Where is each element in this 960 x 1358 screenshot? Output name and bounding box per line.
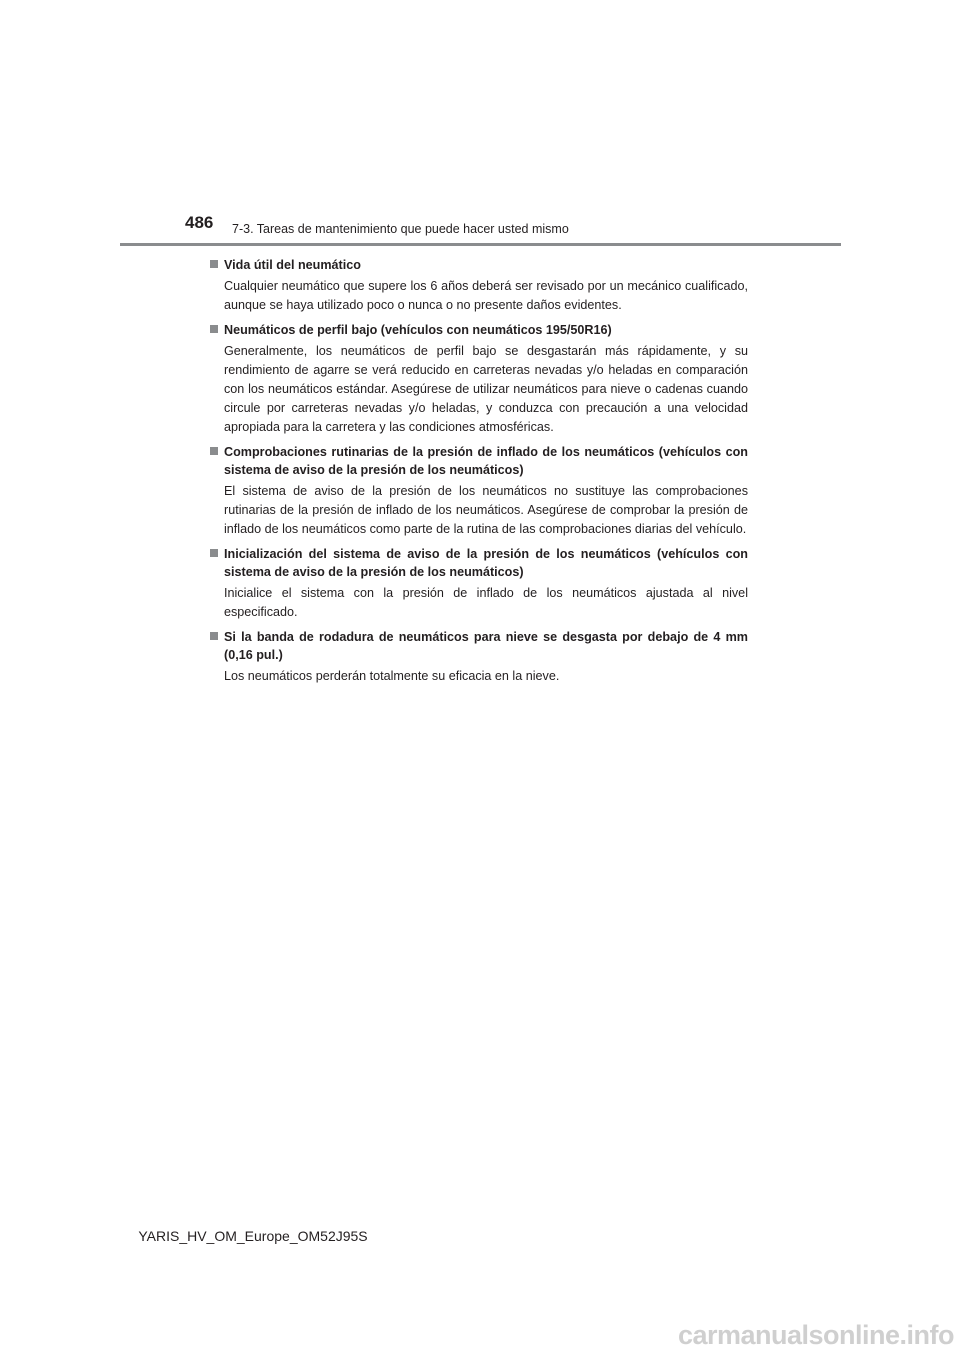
item-tire-lifespan <box>210 256 748 315</box>
watermark: carmanualsonline.info <box>677 1320 954 1350</box>
item-heading: Inicialización del sistema de aviso de la presión de los neumáticos (vehículos con sistema de aviso de la presión de los neumáticos) <box>224 547 748 579</box>
footer-document-code: YARIS_HV_OM_Europe_OM52J95S <box>138 1228 368 1244</box>
page-number: 486 <box>185 213 214 232</box>
header-rule <box>120 243 841 246</box>
item-heading: Si la banda de rodadura de neumáticos para nieve se desgasta por debajo de 4 mm (0,16 pul.) <box>224 630 748 662</box>
square-bullet-icon <box>210 325 218 333</box>
item-routine-pressure-checks <box>210 443 748 539</box>
section-header: 7-3. Tareas de mantenimiento que puede hacer usted mismo <box>232 222 569 236</box>
item-low-profile-tires <box>210 321 748 437</box>
item-body: Cualquier neumático que supere los 6 años deberá ser revisado por un mecánico cualificado, aunque se haya utilizado poco o nunca o no presente daños evidentes. <box>224 279 748 312</box>
item-snow-tire-tread <box>210 628 748 686</box>
item-heading: Vida útil del neumático <box>224 258 361 272</box>
item-body: Generalmente, los neumáticos de perfil bajo se desgastarán más rápidamente, y su rendimiento de agarre se verá reducido en carreteras nevadas y/o heladas en comparación con los neumáticos estándar. Asegúrese de utilizar neumáticos para nieve o cadenas cuando circule por carreteras nevadas y/o heladas, y conduzca con precaución a una velocidad apropiada para la carretera y las condiciones atmosféricas. <box>224 344 748 434</box>
square-bullet-icon <box>210 632 218 640</box>
item-heading: Comprobaciones rutinarias de la presión de inflado de los neumáticos (vehículos con sistema de aviso de la presión de los neumáticos) <box>224 445 748 477</box>
square-bullet-icon <box>210 447 218 455</box>
item-tpws-initialization <box>210 545 748 622</box>
item-body: Inicialice el sistema con la presión de inflado de los neumáticos ajustada al nivel especificado. <box>224 586 748 619</box>
item-body: El sistema de aviso de la presión de los neumáticos no sustituye las comprobaciones rutinarias de la presión de inflado de los neumáticos. Asegúrese de comprobar la presión de inflado de los neumáticos como parte de la rutina de las comprobaciones diarias del vehículo. <box>224 484 748 536</box>
item-heading: Neumáticos de perfil bajo (vehículos con neumáticos 195/50R16) <box>224 323 612 337</box>
square-bullet-icon <box>210 549 218 557</box>
square-bullet-icon <box>210 260 218 268</box>
content-area <box>210 256 748 692</box>
item-body: Los neumáticos perderán totalmente su eficacia en la nieve. <box>224 669 560 683</box>
